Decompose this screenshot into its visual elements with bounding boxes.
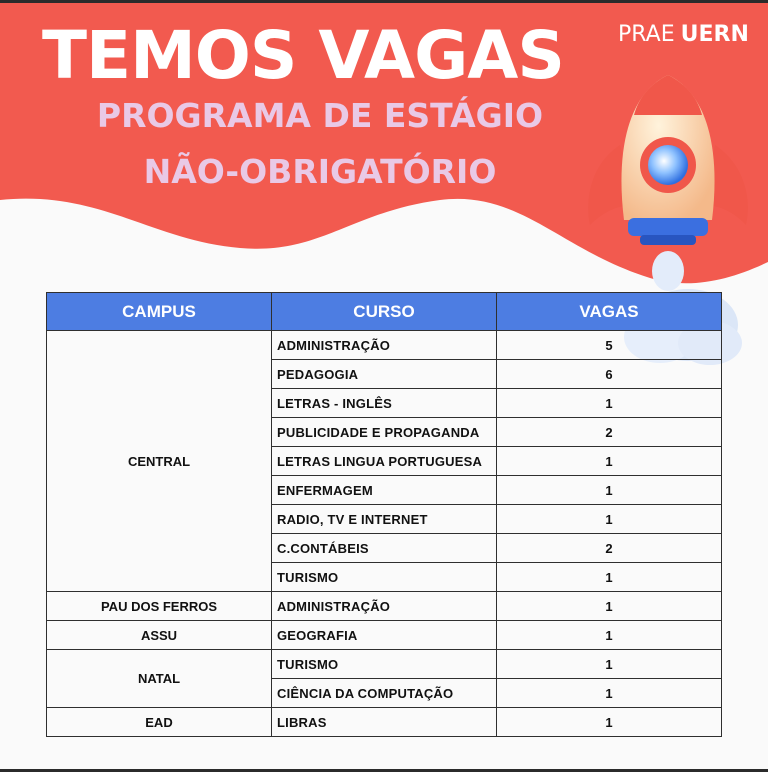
vagas-cell: 2 — [497, 418, 722, 447]
curso-cell: LIBRAS — [272, 708, 497, 737]
vagas-cell: 5 — [497, 331, 722, 360]
curso-cell: TURISMO — [272, 650, 497, 679]
subtitle-line-1: PROGRAMA DE ESTÁGIO — [96, 96, 544, 135]
vagas-cell: 1 — [497, 389, 722, 418]
column-header-campus: CAMPUS — [47, 293, 272, 331]
curso-cell: LETRAS - INGLÊS — [272, 389, 497, 418]
curso-cell: ENFERMAGEM — [272, 476, 497, 505]
vagas-table — [46, 292, 722, 737]
brand-logo — [618, 22, 749, 47]
campus-cell: NATAL — [47, 650, 272, 708]
table-row — [47, 708, 722, 737]
vagas-cell: 2 — [497, 534, 722, 563]
subtitle-line-2: NÃO-OBRIGATÓRIO — [143, 152, 497, 191]
column-header-curso: CURSO — [272, 293, 497, 331]
curso-cell: CIÊNCIA DA COMPUTAÇÃO — [272, 679, 497, 708]
vagas-cell: 1 — [497, 563, 722, 592]
vagas-cell: 1 — [497, 505, 722, 534]
campus-cell: CENTRAL — [47, 331, 272, 592]
table-header-row — [47, 293, 722, 331]
curso-cell: C.CONTÁBEIS — [272, 534, 497, 563]
vagas-cell: 6 — [497, 360, 722, 389]
vagas-cell: 1 — [497, 650, 722, 679]
table-row — [47, 650, 722, 679]
campus-cell: PAU DOS FERROS — [47, 592, 272, 621]
campus-cell: EAD — [47, 708, 272, 737]
table-row — [47, 592, 722, 621]
table-row — [47, 331, 722, 360]
vagas-cell: 1 — [497, 476, 722, 505]
vagas-cell: 1 — [497, 621, 722, 650]
curso-cell: PUBLICIDADE E PROPAGANDA — [272, 418, 497, 447]
vagas-cell: 1 — [497, 592, 722, 621]
brand-name: UERN — [680, 22, 749, 47]
vagas-cell: 1 — [497, 708, 722, 737]
curso-cell: LETRAS LINGUA PORTUGUESA — [272, 447, 497, 476]
vagas-cell: 1 — [497, 679, 722, 708]
curso-cell: ADMINISTRAÇÃO — [272, 592, 497, 621]
curso-cell: TURISMO — [272, 563, 497, 592]
curso-cell: PEDAGOGIA — [272, 360, 497, 389]
vagas-cell: 1 — [497, 447, 722, 476]
page-title: TEMOS VAGAS — [42, 17, 564, 94]
campus-cell: ASSU — [47, 621, 272, 650]
curso-cell: RADIO, TV E INTERNET — [272, 505, 497, 534]
curso-cell: ADMINISTRAÇÃO — [272, 331, 497, 360]
column-header-vagas: VAGAS — [497, 293, 722, 331]
table-row — [47, 621, 722, 650]
curso-cell: GEOGRAFIA — [272, 621, 497, 650]
brand-prefix: PRAE — [618, 22, 675, 47]
